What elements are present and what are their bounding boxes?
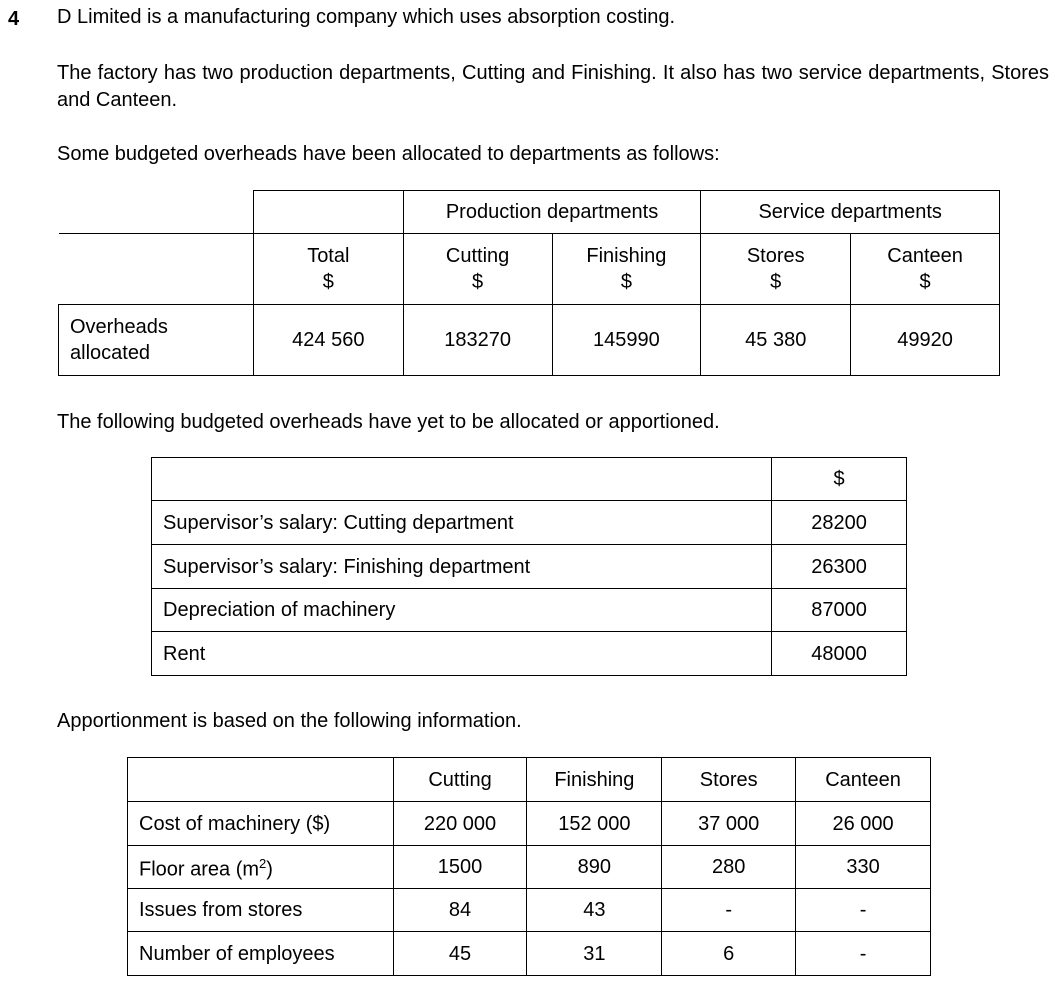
table-cell: 31	[527, 932, 662, 976]
table-cell: Depreciation of machinery	[152, 589, 772, 632]
text: $	[919, 271, 931, 293]
table-cell: 26 000	[796, 802, 931, 846]
row-label: Overheads allocated	[59, 305, 254, 376]
value-cutting: 183270	[403, 305, 552, 376]
text: Stores	[746, 245, 805, 267]
table-cell: 45	[393, 932, 527, 976]
text: Total	[307, 245, 350, 267]
service-departments-header: Service departments	[701, 191, 1000, 234]
table-cell: 26300	[772, 545, 907, 589]
unit-header: $	[772, 458, 907, 501]
table-row	[128, 932, 931, 976]
header-canteen: Canteen	[796, 758, 931, 802]
table-cell: Issues from stores	[128, 889, 394, 932]
text: $	[770, 271, 782, 293]
table-row	[152, 501, 907, 545]
allocated-intro-text: Some budgeted overheads have been allocated to departments as follows:	[57, 143, 720, 165]
table-row	[152, 632, 907, 676]
table-cell: 28200	[772, 501, 907, 545]
header-cutting: Cutting	[393, 758, 527, 802]
column-header-total	[253, 234, 403, 305]
unallocated-intro-text: The following budgeted overheads have yet to be allocated or apportioned.	[57, 411, 720, 433]
table-cell: Number of employees	[128, 932, 394, 976]
table-cell: Supervisor’s salary: Cutting department	[152, 501, 772, 545]
text: 2	[259, 856, 267, 872]
header-stores: Stores	[662, 758, 796, 802]
column-header-stores	[701, 234, 851, 305]
text: $	[472, 271, 484, 293]
table-cell: Cost of machinery ($)	[128, 802, 394, 846]
production-departments-header: Production departments	[403, 191, 701, 234]
table-cell: -	[796, 889, 931, 932]
table-cell	[59, 234, 254, 305]
table-cell	[128, 846, 394, 889]
apportionment-table	[127, 757, 931, 976]
table-cell: 43	[527, 889, 662, 932]
table-cell: 890	[527, 846, 662, 889]
text: $	[620, 271, 632, 293]
table-row	[128, 846, 931, 889]
unallocated-overheads-table	[151, 457, 907, 676]
question-number: 4	[8, 8, 20, 30]
table-row	[152, 589, 907, 632]
table-cell: -	[662, 889, 796, 932]
table-row	[128, 802, 931, 846]
header-finishing: Finishing	[527, 758, 662, 802]
text: Cutting	[445, 245, 510, 267]
table-cell: 1500	[393, 846, 527, 889]
column-header-finishing	[552, 234, 701, 305]
value-stores: 45 380	[701, 305, 851, 376]
text: Floor area (m	[139, 858, 260, 881]
table-cell	[253, 191, 403, 234]
column-header-cutting	[403, 234, 552, 305]
value-total: 424 560	[253, 305, 403, 376]
table-cell: Rent	[152, 632, 772, 676]
table-cell: 84	[393, 889, 527, 932]
column-header-canteen	[851, 234, 1000, 305]
table-cell: 152 000	[527, 802, 662, 846]
table-cell: 220 000	[393, 802, 527, 846]
table-cell: 330	[796, 846, 931, 889]
value-canteen: 49920	[851, 305, 1000, 376]
text: Finishing	[586, 245, 667, 267]
table-cell	[59, 191, 254, 234]
text: )	[266, 858, 273, 881]
table-row	[128, 889, 931, 932]
table-cell: -	[796, 932, 931, 976]
value-finishing: 145990	[552, 305, 701, 376]
table-cell: 6	[662, 932, 796, 976]
allocated-overheads-table	[58, 190, 1000, 376]
table-cell	[152, 458, 772, 501]
text: Canteen	[887, 245, 963, 267]
table-row	[152, 545, 907, 589]
table-cell: Supervisor’s salary: Finishing department	[152, 545, 772, 589]
apportionment-intro-text: Apportionment is based on the following information.	[57, 710, 522, 732]
departments-text: The factory has two production departments, Cutting and Finishing. It also has two service departments, Stores and Canteen.	[57, 62, 1049, 111]
table-cell: 37 000	[662, 802, 796, 846]
intro-text: D Limited is a manufacturing company which uses absorption costing.	[57, 6, 676, 28]
table-cell	[128, 758, 394, 802]
table-cell: 48000	[772, 632, 907, 676]
table-cell: 280	[662, 846, 796, 889]
table-cell: 87000	[772, 589, 907, 632]
text: $	[322, 271, 334, 293]
